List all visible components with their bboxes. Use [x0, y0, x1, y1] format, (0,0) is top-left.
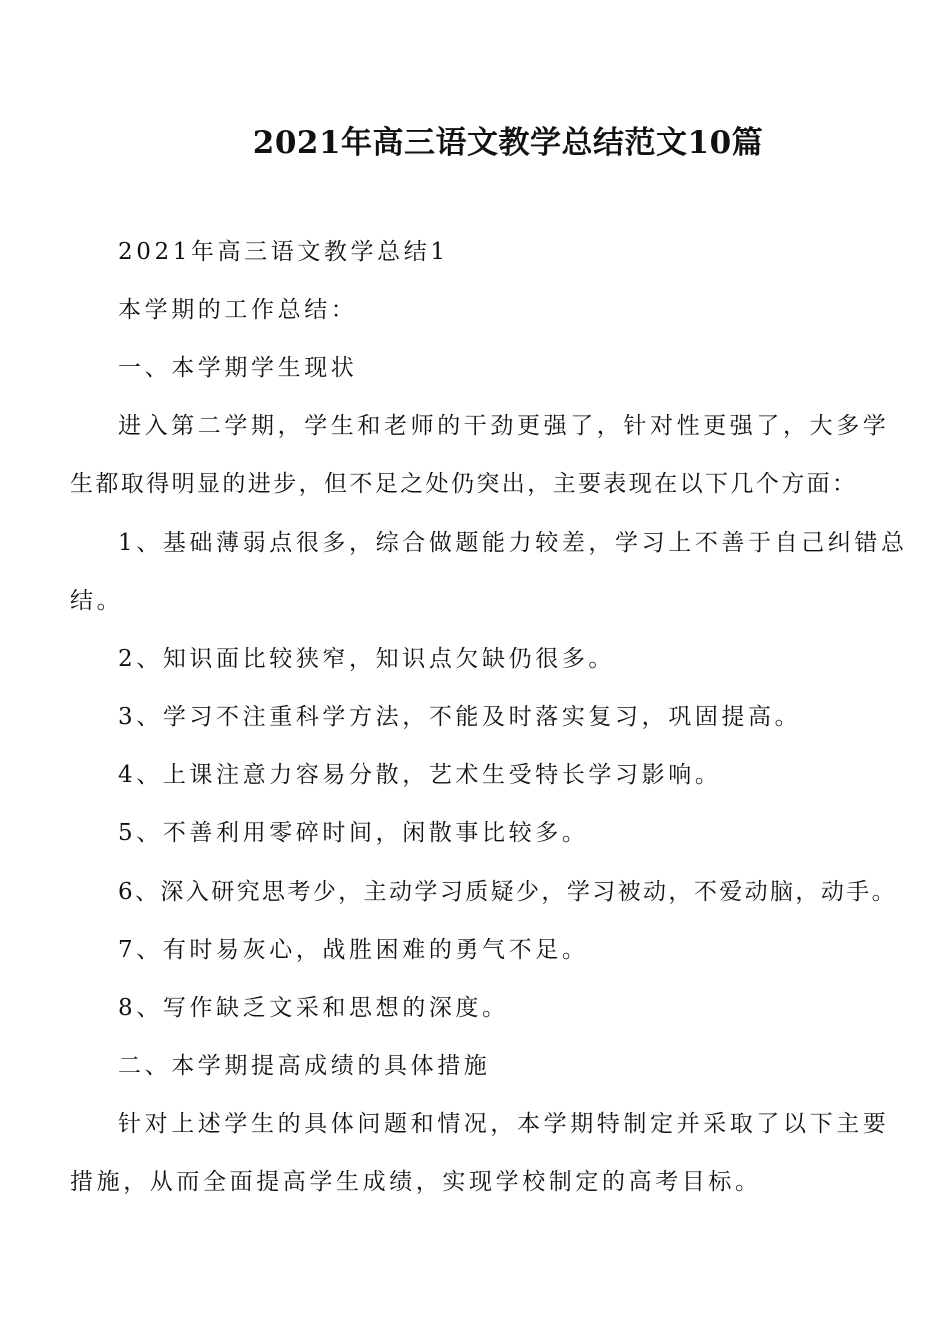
list-item-3: 3、学习不注重科学方法，不能及时落实复习，巩固提高。	[118, 704, 802, 730]
paragraph-line: 生都取得明显的进步，但不足之处仍突出，主要表现在以下几个方面：	[70, 471, 858, 497]
list-item-1: 1、基础薄弱点很多，综合做题能力较差，学习上不善于自己纠错总	[118, 530, 908, 556]
paragraph-line: 进入第二学期，学生和老师的干劲更强了，针对性更强了，大多学	[118, 413, 890, 439]
section-heading-summary-1: 2021年高三语文教学总结1	[118, 239, 449, 265]
list-item-8: 8、写作缺乏文采和思想的深度。	[118, 995, 509, 1021]
paragraph-line: 针对上述学生的具体问题和情况，本学期特制定并采取了以下主要	[118, 1111, 890, 1137]
document-title: 2021年高三语文教学总结范文10篇	[252, 124, 764, 161]
subheading-measures: 二、本学期提高成绩的具体措施	[118, 1053, 491, 1079]
list-item-7: 7、有时易灰心，战胜困难的勇气不足。	[118, 937, 589, 963]
list-item-2: 2、知识面比较狭窄，知识点欠缺仍很多。	[118, 646, 616, 672]
paragraph-intro: 本学期的工作总结：	[118, 297, 358, 323]
subheading-student-status: 一、本学期学生现状	[118, 355, 358, 381]
list-item-1-continued: 结。	[70, 588, 124, 614]
list-item-5: 5、不善利用零碎时间，闲散事比较多。	[118, 820, 589, 846]
list-item-4: 4、上课注意力容易分散，艺术生受特长学习影响。	[118, 762, 722, 788]
list-item-6: 6、深入研究思考少，主动学习质疑少，学习被动，不爱动脑，动手。	[118, 879, 898, 905]
paragraph-line: 措施，从而全面提高学生成绩，实现学校制定的高考目标。	[70, 1169, 762, 1195]
